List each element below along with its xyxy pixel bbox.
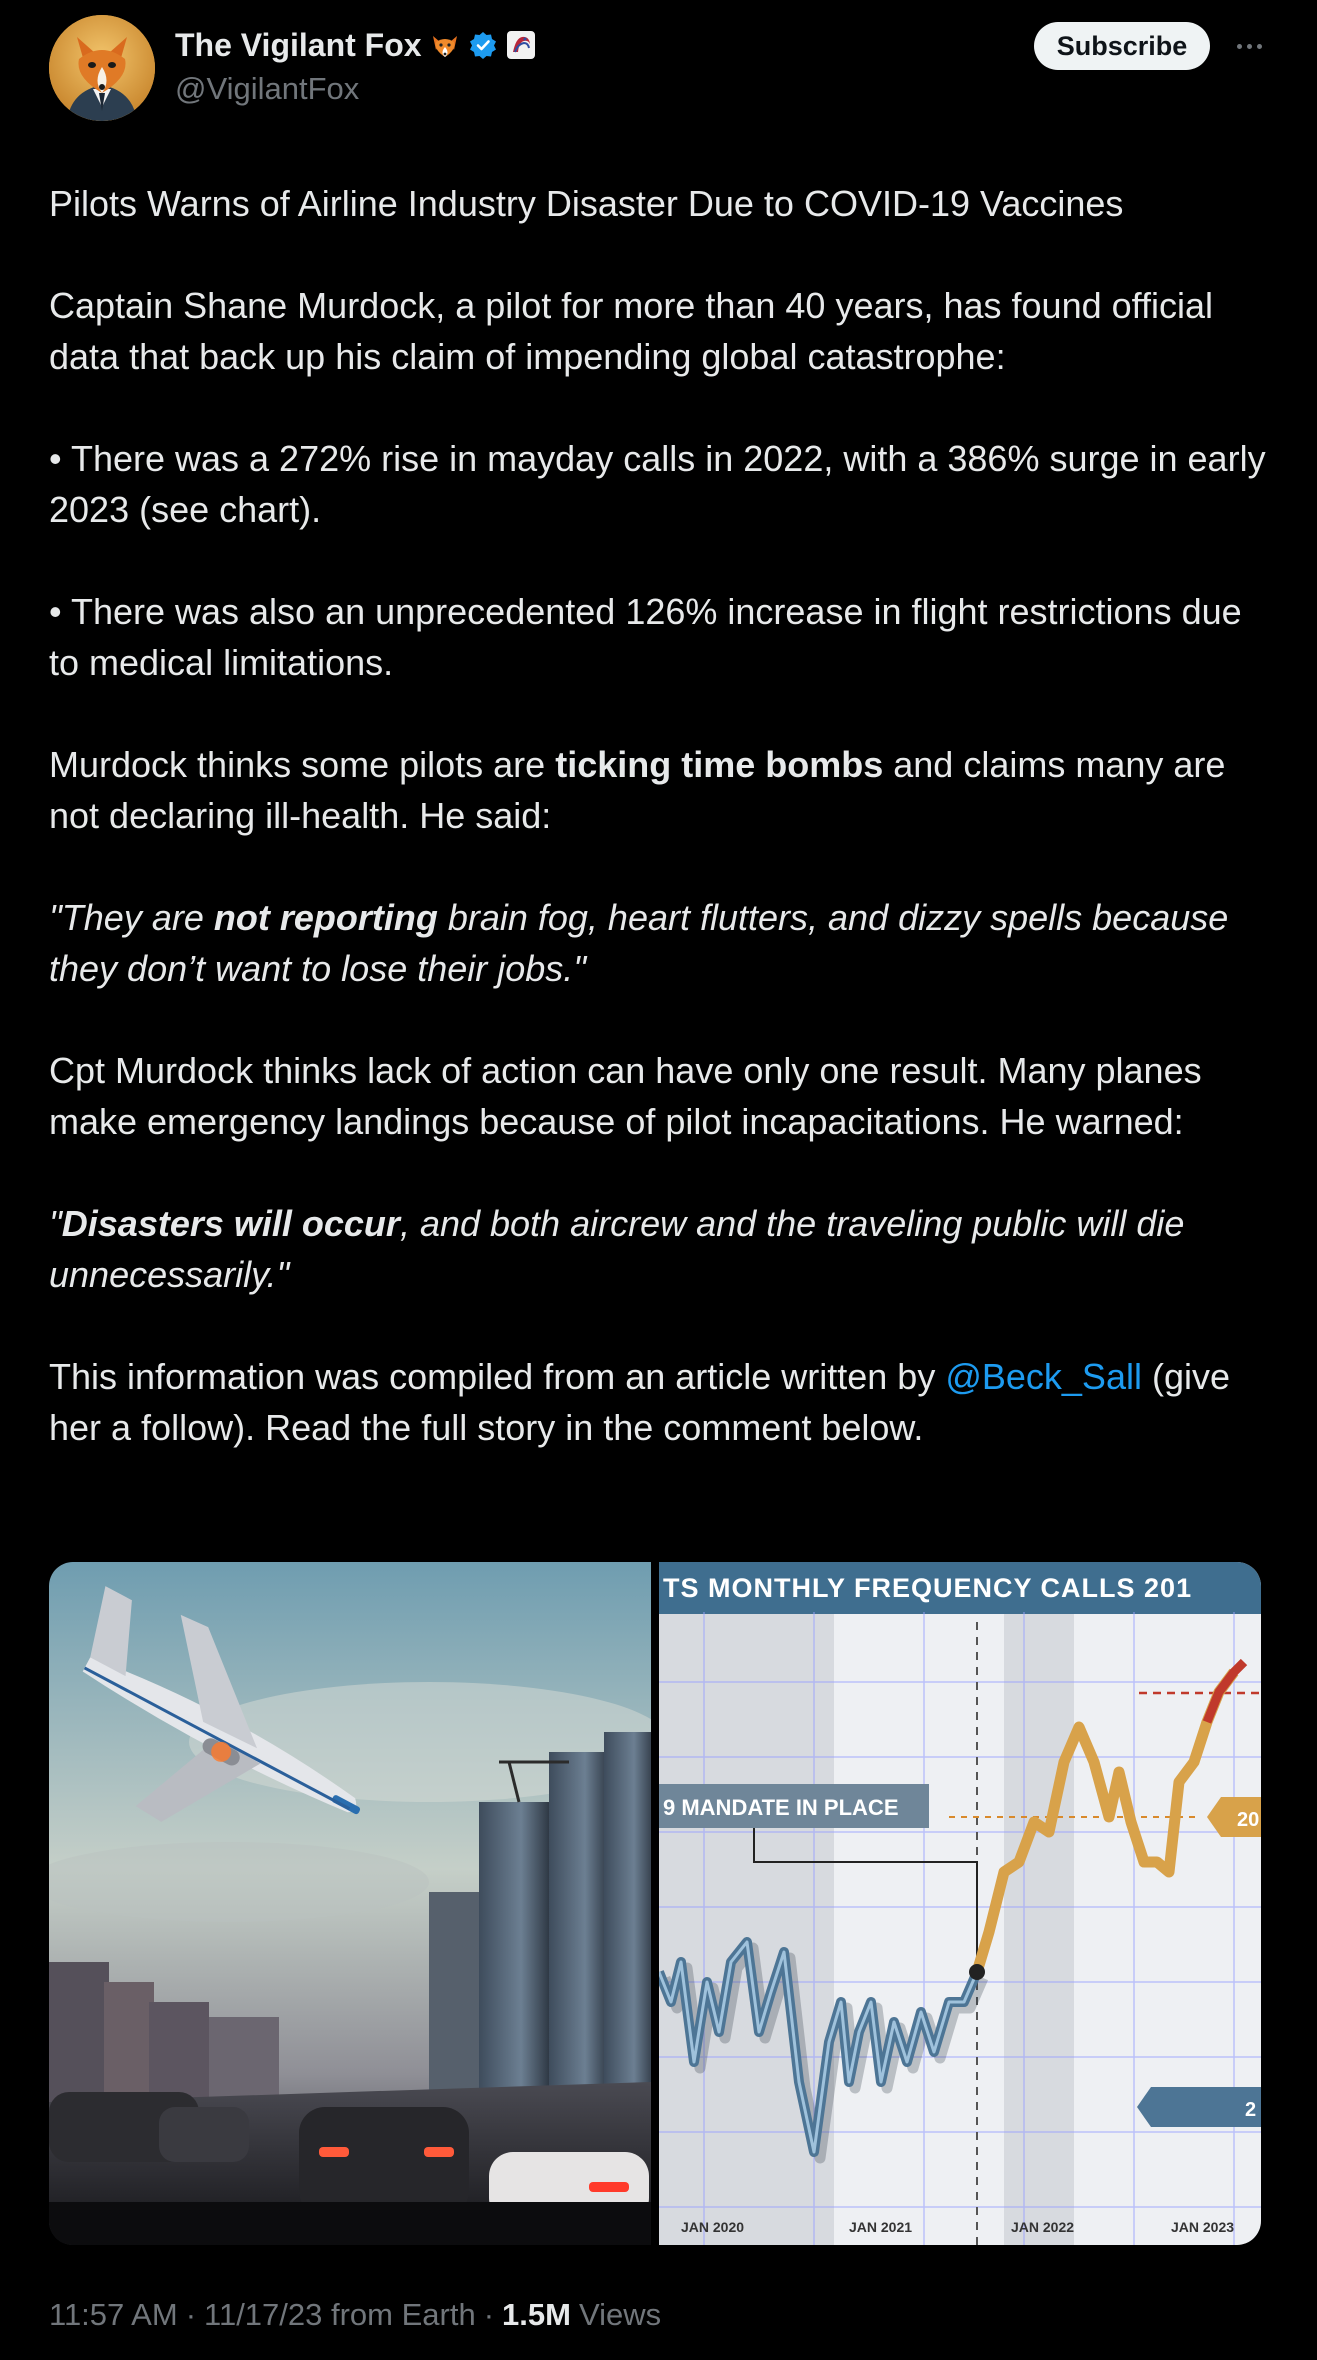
bold-phrase: not reporting bbox=[213, 897, 438, 938]
author-display-name[interactable]: The Vigilant Fox bbox=[175, 26, 422, 63]
post-date[interactable]: 11/17/23 from Earth bbox=[204, 2297, 476, 2332]
post-time[interactable]: 11:57 AM bbox=[49, 2297, 178, 2332]
subscribe-button[interactable]: Subscribe bbox=[1034, 22, 1210, 70]
post-bullet-2: • There was also an unprecedented 126% increase in flight restrictions due to medical limitations. bbox=[49, 591, 1242, 683]
text-run: " bbox=[49, 1203, 62, 1244]
post-paragraph-4 bbox=[49, 1351, 1269, 1453]
more-dot bbox=[1237, 44, 1242, 49]
post-quote-2 bbox=[49, 1198, 1269, 1300]
affiliate-badge-icon[interactable] bbox=[506, 30, 536, 60]
chart-title: TS MONTHLY FREQUENCY CALLS 201 bbox=[663, 1573, 1193, 1603]
fox-avatar-icon bbox=[49, 15, 155, 121]
x-tick-label: JAN 2023 bbox=[1171, 2219, 1235, 2235]
post-paragraph-1: Captain Shane Murdock, a pilot for more than 40 years, has found official data that back up his claim of impending global catastrophe: bbox=[49, 285, 1214, 377]
avatar[interactable] bbox=[49, 15, 155, 121]
verified-badge-icon[interactable] bbox=[468, 30, 498, 60]
fox-emoji-icon bbox=[430, 30, 460, 60]
mandate-label: 9 MANDATE IN PLACE bbox=[663, 1795, 899, 1820]
text-run: (give her a follow). Read the full story in the comment below. bbox=[49, 1356, 1230, 1448]
x-tick-label: JAN 2021 bbox=[849, 2219, 913, 2235]
meta-separator: · bbox=[185, 2297, 197, 2332]
text-run: "They are bbox=[49, 897, 214, 938]
x-tick-label: JAN 2022 bbox=[1011, 2219, 1075, 2235]
text-run: , and both aircrew and the traveling public will die unnecessarily." bbox=[49, 1203, 1185, 1295]
post-headline: Pilots Warns of Airline Industry Disaster Due to COVID-19 Vaccines bbox=[49, 183, 1124, 224]
author-handle[interactable]: @VigilantFox bbox=[175, 71, 360, 106]
more-options-icon[interactable] bbox=[1229, 31, 1269, 61]
name-row bbox=[175, 23, 536, 67]
views-count: 1.5M bbox=[502, 2297, 571, 2332]
media-grid bbox=[49, 1562, 1261, 2245]
post-paragraph-2 bbox=[49, 739, 1269, 841]
x-tick-label: JAN 2020 bbox=[681, 2219, 745, 2235]
more-dot bbox=[1257, 44, 1262, 49]
chart-tag-bottom: 2 bbox=[1245, 2099, 1257, 2121]
post-bullet-1: • There was a 272% rise in mayday calls in 2022, with a 386% surge in early 2023 (see chart). bbox=[49, 438, 1266, 530]
bold-phrase: ticking time bombs bbox=[555, 744, 884, 785]
meta-separator: · bbox=[483, 2297, 495, 2332]
post-header bbox=[49, 15, 1269, 125]
author-block bbox=[175, 23, 536, 107]
text-run: and claims many are not declaring ill-health. He said: bbox=[49, 744, 1226, 836]
views-label: Views bbox=[578, 2297, 662, 2332]
post-paragraph-3: Cpt Murdock thinks lack of action can have only one result. Many planes make emergency landings because of pilot incapacitations. He warned: bbox=[49, 1050, 1202, 1142]
post-text bbox=[49, 178, 1269, 1453]
plane-over-traffic-image bbox=[49, 1562, 651, 2245]
post-quote-1 bbox=[49, 892, 1269, 994]
text-run: brain fog, heart flutters, and dizzy spells because they don’t want to lose their jobs." bbox=[49, 897, 1229, 989]
text-run: Murdock thinks some pilots are bbox=[49, 744, 556, 785]
mayday-calls-chart-image bbox=[659, 1562, 1261, 2245]
mention-link[interactable]: @Beck_Sall bbox=[945, 1356, 1142, 1397]
bold-phrase: Disasters will occur bbox=[61, 1203, 400, 1244]
post-meta bbox=[49, 2297, 661, 2333]
chart-tag-top: 20 bbox=[1237, 1809, 1260, 1831]
more-dot bbox=[1247, 44, 1252, 49]
media-chart-image[interactable] bbox=[659, 1562, 1261, 2245]
media-photo-plane[interactable] bbox=[49, 1562, 651, 2245]
text-run: This information was compiled from an article written by bbox=[49, 1356, 946, 1397]
